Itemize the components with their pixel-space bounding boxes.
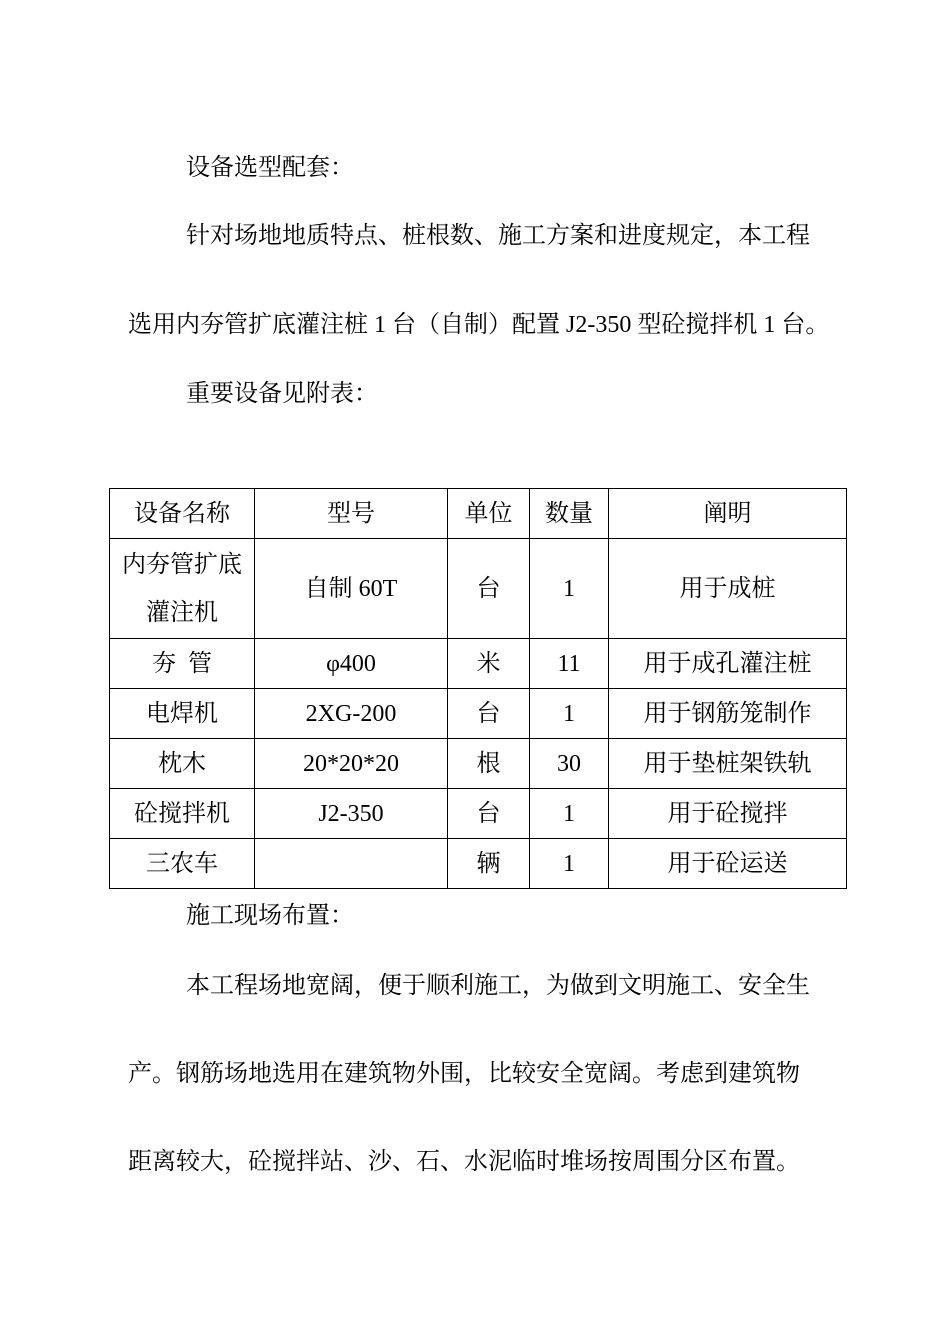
- table-row: [110, 839, 847, 889]
- site-layout-heading: 施工现场布置：: [186, 903, 354, 929]
- cell-model: 2XG-200: [255, 689, 448, 739]
- site-paragraph-line-1: 本工程场地宽阔，便于顺利施工，为做到文明施工、安全生: [186, 973, 810, 999]
- header-quantity: 数量: [530, 489, 609, 539]
- cell-name-line-2: 灌注机: [146, 599, 218, 626]
- table-row: [110, 639, 847, 689]
- cell-unit: 米: [448, 639, 530, 689]
- cell-quantity: 11: [530, 639, 609, 689]
- header-model: 型号: [255, 489, 448, 539]
- cell-description: 用于成桩: [609, 539, 847, 639]
- cell-quantity: 1: [530, 689, 609, 739]
- header-description: 阐明: [609, 489, 847, 539]
- cell-equipment-name: 三农车: [110, 839, 255, 889]
- header-unit: 单位: [448, 489, 530, 539]
- cell-quantity: 1: [530, 839, 609, 889]
- equipment-table: [109, 488, 847, 889]
- cell-description: 用于砼搅拌: [609, 789, 847, 839]
- cell-equipment-name: [110, 539, 255, 639]
- cell-equipment-name: 枕木: [110, 739, 255, 789]
- cell-model: J2-350: [255, 789, 448, 839]
- cell-description: 用于成孔灌注桩: [609, 639, 847, 689]
- header-equipment-name: 设备名称: [110, 489, 255, 539]
- cell-equipment-name: 夯 管: [110, 639, 255, 689]
- table-row: [110, 739, 847, 789]
- cell-quantity: 1: [530, 789, 609, 839]
- intro-paragraph-line-1: 针对场地地质特点、桩根数、施工方案和进度规定，本工程: [186, 223, 810, 249]
- table-row: [110, 689, 847, 739]
- cell-description: 用于垫桩架铁轨: [609, 739, 847, 789]
- table-heading: 重要设备见附表：: [186, 381, 378, 407]
- cell-model: φ400: [255, 639, 448, 689]
- cell-unit: 辆: [448, 839, 530, 889]
- cell-equipment-name: 砼搅拌机: [110, 789, 255, 839]
- table-header-row: [110, 489, 847, 539]
- cell-name-line-1: 内夯管扩底: [122, 551, 242, 578]
- cell-description: 用于钢筋笼制作: [609, 689, 847, 739]
- cell-unit: 台: [448, 789, 530, 839]
- cell-unit: 台: [448, 689, 530, 739]
- cell-quantity: 1: [530, 539, 609, 639]
- cell-model: 自制 60T: [255, 539, 448, 639]
- table-row: [110, 789, 847, 839]
- site-paragraph-line-2: 产。钢筋场地选用在建筑物外围，比较安全宽阔。考虑到建筑物: [128, 1061, 800, 1087]
- equipment-heading: 设备选型配套：: [186, 155, 354, 181]
- table-row: [110, 539, 847, 639]
- site-paragraph-line-3: 距离较大，砼搅拌站、沙、石、水泥临时堆场按周围分区布置。: [128, 1149, 800, 1175]
- cell-quantity: 30: [530, 739, 609, 789]
- intro-paragraph-line-2: 选用内夯管扩底灌注桩 1 台（自制）配置 J2-350 型砼搅拌机 1 台。: [128, 312, 830, 338]
- cell-equipment-name: 电焊机: [110, 689, 255, 739]
- cell-model: 20*20*20: [255, 739, 448, 789]
- cell-unit: 根: [448, 739, 530, 789]
- cell-unit: 台: [448, 539, 530, 639]
- cell-model: [255, 839, 448, 889]
- cell-description: 用于砼运送: [609, 839, 847, 889]
